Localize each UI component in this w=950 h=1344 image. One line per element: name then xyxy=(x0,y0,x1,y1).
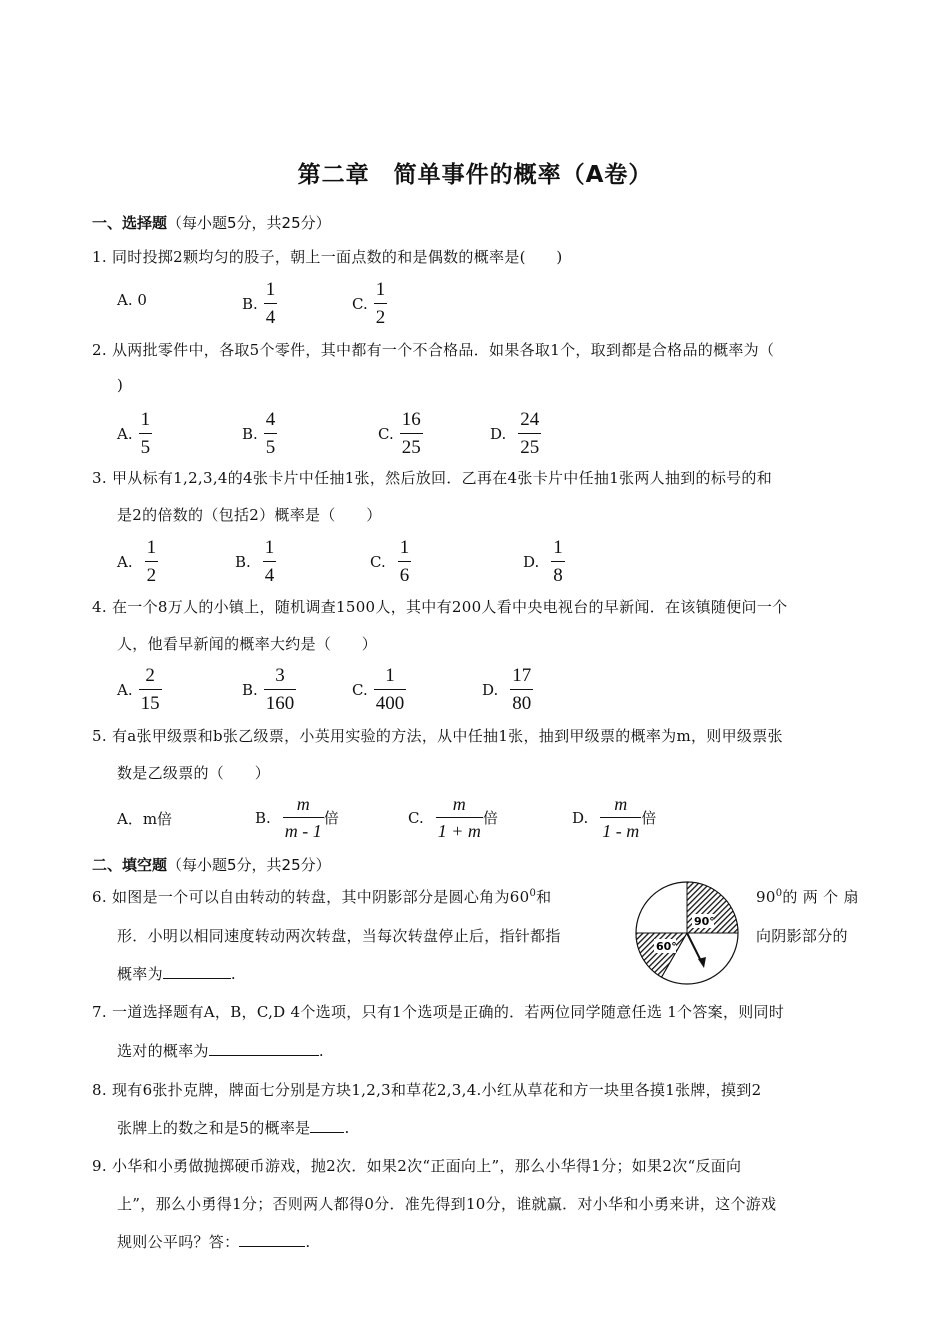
denominator: 2 xyxy=(145,561,159,585)
option-letter: C. xyxy=(370,552,386,571)
denominator: 160 xyxy=(264,689,297,713)
q5-option-a: A．m倍 xyxy=(117,810,173,828)
denominator: 2 xyxy=(374,303,388,327)
q3-option-c xyxy=(370,538,411,585)
q1-option-a: A. 0 xyxy=(117,291,147,309)
numerator: 3 xyxy=(275,665,285,686)
q6-text-c: 的 两 个 扇 xyxy=(782,888,859,906)
q9-text: 规则公平吗？答： xyxy=(117,1233,240,1251)
option-letter: D. xyxy=(523,552,540,571)
question-8-line-2 xyxy=(117,1117,350,1138)
suffix: 倍 xyxy=(323,809,339,827)
denominator: 25 xyxy=(400,433,423,457)
denominator: 6 xyxy=(398,561,412,585)
numerator: 2 xyxy=(145,665,155,686)
question-2-line-1: 2. 从两批零件中，各取5个零件，其中都有一个不合格品．如果各取1个，取到都是合格品的概率为（ xyxy=(92,341,775,359)
q6-text-d: 概率为 xyxy=(117,965,163,983)
question-5-line-2: 数是乙级票的（ ） xyxy=(117,764,271,782)
q3-option-b xyxy=(235,538,276,585)
suffix: 倍 xyxy=(641,809,657,827)
question-2-line-2: ) xyxy=(117,376,124,394)
denominator: 80 xyxy=(510,689,533,713)
section-heading-label: 二、填空题 xyxy=(92,856,168,874)
degree-superscript: 0 xyxy=(775,888,783,899)
q3-option-a xyxy=(117,538,158,585)
numerator: 1 xyxy=(399,537,410,558)
option-letter: A. xyxy=(117,424,133,443)
fraction xyxy=(264,280,278,327)
option-letter: B. xyxy=(235,552,251,571)
option-letter: C. xyxy=(352,294,368,313)
question-4-line-2: 人，他看早新闻的概率大约是（ ） xyxy=(117,635,378,653)
section-heading-fill xyxy=(92,854,331,875)
section-heading-note: （每小题5分，共25分） xyxy=(167,214,331,232)
question-5-line-1: 5. 有a张甲级票和b张乙级票，小英用实验的方法，从中任抽1张，抽到甲级票的概率为m，则甲级票张 xyxy=(92,727,783,745)
answer-blank[interactable] xyxy=(163,964,231,979)
answer-blank[interactable] xyxy=(209,1041,319,1056)
option-letter: B. xyxy=(242,424,258,443)
fraction xyxy=(436,795,483,840)
q2-option-c xyxy=(378,410,423,457)
question-6-line-1 xyxy=(92,886,551,907)
option-letter: D. xyxy=(482,680,499,699)
option-letter: B. xyxy=(255,808,271,827)
option-letter: B. xyxy=(242,680,258,699)
section-heading-label: 一、选择题 xyxy=(92,214,168,232)
option-letter: C. xyxy=(352,680,368,699)
spinner-figure xyxy=(634,879,744,989)
fraction xyxy=(283,795,324,840)
q1-option-b xyxy=(242,280,277,327)
denominator: 15 xyxy=(139,689,162,713)
numerator: 1 xyxy=(265,279,276,300)
numerator: 1 xyxy=(375,279,386,300)
question-9-line-3 xyxy=(117,1231,310,1252)
fraction xyxy=(139,410,153,457)
option-letter: D. xyxy=(572,808,589,827)
fraction xyxy=(263,538,277,585)
page-title: 第二章 简单事件的概率（A卷） xyxy=(297,162,653,188)
fraction xyxy=(264,410,278,457)
fraction xyxy=(400,410,423,457)
fraction xyxy=(398,538,412,585)
q6-text-90: 90 xyxy=(756,888,776,906)
fraction xyxy=(600,795,641,840)
q6-text-b: 和 xyxy=(536,888,552,906)
fraction xyxy=(551,538,565,585)
denominator: 1 + m xyxy=(436,817,483,840)
denominator: 4 xyxy=(264,303,278,327)
option-letter: B. xyxy=(242,294,258,313)
question-4-line-1: 4. 在一个8万人的小镇上，随机调查1500人，其中有200人看中央电视台的早新闻．在该镇随便问一个 xyxy=(92,598,788,616)
numerator: 1 xyxy=(385,665,395,686)
question-9-line-2: 上”，那么小勇得1分；否则两人都得0分．准先得到10分，谁就赢．对小华和小勇来讲，这个游戏 xyxy=(117,1195,777,1213)
q4-option-b xyxy=(242,666,296,713)
question-3-line-1: 3. 甲从标有1,2,3,4的4张卡片中任抽1张，然后放回．乙再在4张卡片中任抽1张两人抽到的标号的和 xyxy=(92,469,773,487)
q8-text: 张牌上的数之和是5的概率是 xyxy=(117,1119,311,1137)
fraction xyxy=(374,280,388,327)
q5-option-c xyxy=(408,795,498,840)
q4-option-a xyxy=(117,666,162,713)
fraction xyxy=(139,666,162,713)
answer-blank[interactable] xyxy=(239,1232,305,1247)
fraction xyxy=(518,410,541,457)
question-6-line-3 xyxy=(117,963,236,984)
section-heading-choice xyxy=(92,212,331,233)
denominator: 5 xyxy=(264,433,278,457)
q2-option-b xyxy=(242,410,277,457)
numerator: 1 xyxy=(553,537,563,558)
question-6-line-2-right: 向阴影部分的 xyxy=(756,927,848,945)
question-9-line-1: 9. 小华和小勇做抛掷硬币游戏，抛2次．如果2次“正面向上”，那么小华得1分；如果2次“反面向 xyxy=(92,1157,742,1175)
question-6-line-1-right xyxy=(756,886,859,907)
q4-option-c xyxy=(352,666,406,713)
question-8-line-1: 8. 现有6张扑克牌，牌面七分别是方块1,2,3和草花2,3,4.小红从草花和方一块里各摸1张牌，摸到2 xyxy=(92,1081,762,1099)
numerator: 1 xyxy=(140,409,151,430)
denominator: m - 1 xyxy=(283,817,324,840)
fraction xyxy=(145,538,159,585)
answer-blank[interactable] xyxy=(310,1118,344,1133)
suffix: 倍 xyxy=(482,809,498,827)
numerator: 16 xyxy=(401,409,421,430)
question-6-line-2: 形．小明以相同速度转动两次转盘，当每次转盘停止后，指针都指 xyxy=(117,927,561,945)
numerator: 24 xyxy=(520,409,540,430)
denominator: 4 xyxy=(263,561,277,585)
period: . xyxy=(344,1119,350,1137)
question-1-text: 1. 同时投掷2颗均匀的股子，朝上一面点数的和是偶数的概率是( ) xyxy=(92,248,563,266)
option-letter: A. xyxy=(117,680,133,699)
q6-text-a: 6. 如图是一个可以自由转动的转盘，其中阴影部分是圆心角为60 xyxy=(92,888,530,906)
q1-option-c xyxy=(352,280,387,327)
label-90: 90° xyxy=(694,915,715,928)
question-7-line-2 xyxy=(117,1040,324,1061)
denominator: 8 xyxy=(551,561,565,585)
q5-option-b xyxy=(255,795,339,840)
q5-option-d xyxy=(572,795,656,840)
numerator: m xyxy=(452,794,466,814)
option-letter: A. xyxy=(117,552,133,571)
period: . xyxy=(318,1042,324,1060)
label-60: 60° xyxy=(656,940,677,953)
q2-option-a xyxy=(117,410,152,457)
question-3-line-2: 是2的倍数的（包括2）概率是（ ） xyxy=(117,506,382,524)
period: . xyxy=(305,1233,311,1251)
denominator: 400 xyxy=(374,689,407,713)
denominator: 5 xyxy=(139,433,153,457)
q4-option-d xyxy=(482,666,533,713)
fraction xyxy=(374,666,407,713)
period: . xyxy=(230,965,236,983)
degree-superscript: 0 xyxy=(529,888,537,899)
numerator: m xyxy=(614,794,628,814)
numerator: 17 xyxy=(512,665,532,686)
section-heading-note: （每小题5分，共25分） xyxy=(167,856,331,874)
numerator: 1 xyxy=(264,537,275,558)
option-letter: C. xyxy=(408,808,424,827)
q2-option-d xyxy=(490,410,541,457)
numerator: 4 xyxy=(265,409,276,430)
denominator: 25 xyxy=(518,433,541,457)
denominator: 1 - m xyxy=(600,817,641,840)
q3-option-d xyxy=(523,538,565,585)
fraction xyxy=(264,666,297,713)
fraction xyxy=(510,666,533,713)
numerator: 1 xyxy=(146,537,157,558)
q7-text: 选对的概率为 xyxy=(117,1042,209,1060)
option-letter: C. xyxy=(378,424,394,443)
numerator: m xyxy=(296,794,310,814)
question-7-line-1: 7. 一道选择题有A，B，C,D 4个选项，只有1个选项是正确的．若两位同学随意任选 1个答案，则同时 xyxy=(92,1003,785,1021)
option-letter: D. xyxy=(490,424,507,443)
